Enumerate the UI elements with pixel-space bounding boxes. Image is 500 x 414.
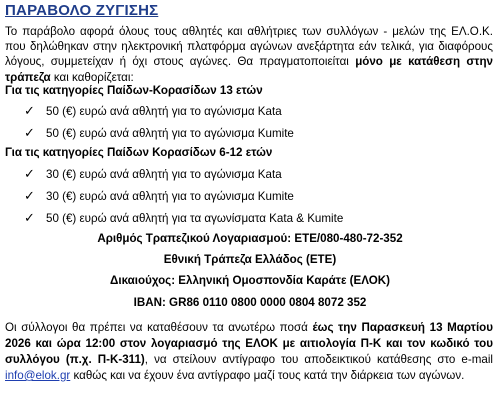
- iban-line: IBAN: GR86 0110 0800 0000 0804 8072 352: [133, 296, 367, 309]
- intro-paragraph: [5, 24, 493, 85]
- intro-text: Το παράβολο αφορά όλους τους αθλητές και αθλήτριες των συλλόγων - μελών της ΕΛ.Ο.Κ. που δηλώθηκαν στην ηλεκτρονική πλατφόρμα αγώνων ανεξάρτητα εάν τελικά, για διαφόρους λόγους, συμμετείχαν ή όχι στους αγώνες. Θα πραγματοποιείται: [5, 25, 493, 69]
- intro-text-end: και καθορίζεται:: [50, 70, 134, 84]
- list-item-text: 50 (€) ευρώ ανά αθλητή για το αγώνισμα Kumite: [46, 127, 294, 140]
- check-icon: ✓: [24, 125, 35, 140]
- beneficiary-line: Δικαιούχος: Ελληνική Ομοσπονδία Καράτε (ΕΛΟΚ): [110, 274, 390, 287]
- section-heading-6-12: Για τις κατηγορίες Παίδων Κορασίδων 6-12 ετών: [5, 146, 273, 159]
- list-item-text: 50 (€) ευρώ ανά αθλητή για τα αγωνίσματα Kata & Kumite: [46, 212, 344, 225]
- list-item: [24, 125, 294, 141]
- list-item-text: 50 (€) ευρώ ανά αθλητή για το αγώνισμα Kata: [46, 105, 282, 118]
- bank-name-line: Εθνική Τράπεζα Ελλάδος (ΕΤΕ): [163, 253, 337, 266]
- closing-bold-text: έως την Παρασκευή 13 Μαρτίου 2026 και ώρα 12:00 στον λογαριασμό της ΕΛΟΚ με αιτιολογία Π-Κ και τον κωδικό του συλλόγου (π.χ. Π-Κ-311): [5, 321, 493, 366]
- list-item: [24, 103, 282, 119]
- section-heading-13: Για τις κατηγορίες Παίδων-Κορασίδων 13 ετών: [5, 84, 263, 97]
- closing-text-mid: , να στείλουν αντίγραφο του αποδεικτικού κατάθεσης στο e-mail: [144, 353, 494, 366]
- email-link[interactable]: info@elok.gr: [5, 369, 71, 382]
- list-item: [24, 166, 282, 182]
- intro-bold-text: μόνο με κατάθεση στην τράπεζα: [5, 55, 493, 84]
- list-item-text: 30 (€) ευρώ ανά αθλητή για το αγώνισμα Kumite: [46, 190, 294, 203]
- page-title: ΠΑΡΑΒΟΛΟ ΖΥΓΙΣΗΣ: [5, 2, 159, 19]
- list-item: [24, 188, 294, 204]
- check-icon: ✓: [24, 188, 35, 203]
- list-item: [24, 210, 343, 226]
- bank-account-line: Αριθμός Τραπεζικού Λογαριασμού: ΕΤΕ/080-480-72-352: [97, 232, 403, 245]
- closing-text-end: καθώς και να έχουν ένα αντίγραφο μαζί τους κατά την διάρκεια των αγώνων.: [70, 369, 465, 382]
- check-icon: ✓: [24, 103, 35, 118]
- check-icon: ✓: [24, 210, 35, 225]
- list-item-text: 30 (€) ευρώ ανά αθλητή για το αγώνισμα Kata: [46, 168, 282, 181]
- closing-text: Οι σύλλογοι θα πρέπει να καταθέσουν τα ανωτέρω ποσά: [5, 321, 313, 334]
- closing-paragraph: [5, 320, 493, 384]
- check-icon: ✓: [24, 166, 35, 181]
